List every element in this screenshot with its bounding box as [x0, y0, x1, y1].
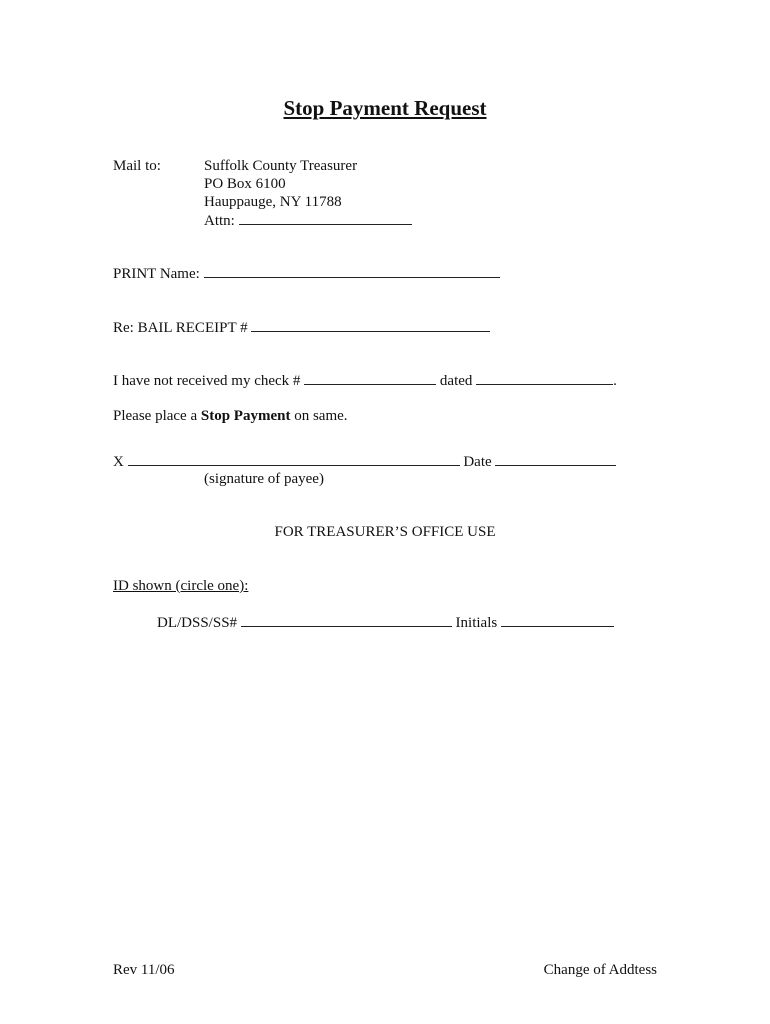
check-text: I have not received my check # [113, 373, 301, 389]
date-field[interactable] [495, 452, 616, 466]
date-label: Date [463, 454, 492, 470]
attn-label: Attn: [204, 213, 235, 229]
check-end-punct: . [613, 373, 617, 389]
bail-receipt-row [113, 318, 490, 337]
print-name-field[interactable] [204, 264, 500, 278]
attn-row [204, 211, 412, 230]
bail-receipt-field[interactable] [251, 318, 490, 332]
attn-field[interactable] [239, 211, 412, 225]
dated-label: dated [439, 373, 473, 389]
initials-field[interactable] [501, 613, 614, 627]
stop-payment-suffix: on same. [294, 408, 348, 424]
footer-rev: Rev 11/06 [113, 962, 175, 978]
page-title: Stop Payment Request [283, 96, 487, 120]
stop-payment-prefix: Please place a [113, 408, 198, 424]
signature-caption: (signature of payee) [204, 471, 324, 487]
id-shown-label: ID shown (circle one): [113, 578, 249, 594]
stop-payment-line [113, 407, 348, 425]
dl-label: DL/DSS/SS# [157, 615, 238, 631]
stop-payment-bold: Stop Payment [200, 408, 291, 424]
address-line-2: PO Box 6100 [204, 176, 286, 192]
dl-field[interactable] [241, 613, 452, 627]
footer-right-text: Change of Addtess [543, 962, 657, 978]
signature-field[interactable] [128, 452, 460, 466]
mail-to-label: Mail to: [113, 158, 161, 174]
print-name-label: PRINT Name: [113, 266, 200, 282]
check-number-field[interactable] [304, 371, 436, 385]
check-row [113, 371, 617, 390]
bail-receipt-label: Re: BAIL RECEIPT # [113, 320, 248, 336]
print-name-row [113, 264, 500, 283]
signature-x-label: X [113, 454, 124, 470]
address-line-1: Suffolk County Treasurer [204, 158, 358, 174]
office-use-heading: FOR TREASURER’S OFFICE USE [274, 524, 496, 540]
dated-field[interactable] [476, 371, 613, 385]
address-line-3: Hauppauge, NY 11788 [204, 194, 342, 210]
initials-label: Initials [455, 615, 498, 631]
signature-row [113, 452, 616, 471]
id-row [157, 613, 614, 632]
